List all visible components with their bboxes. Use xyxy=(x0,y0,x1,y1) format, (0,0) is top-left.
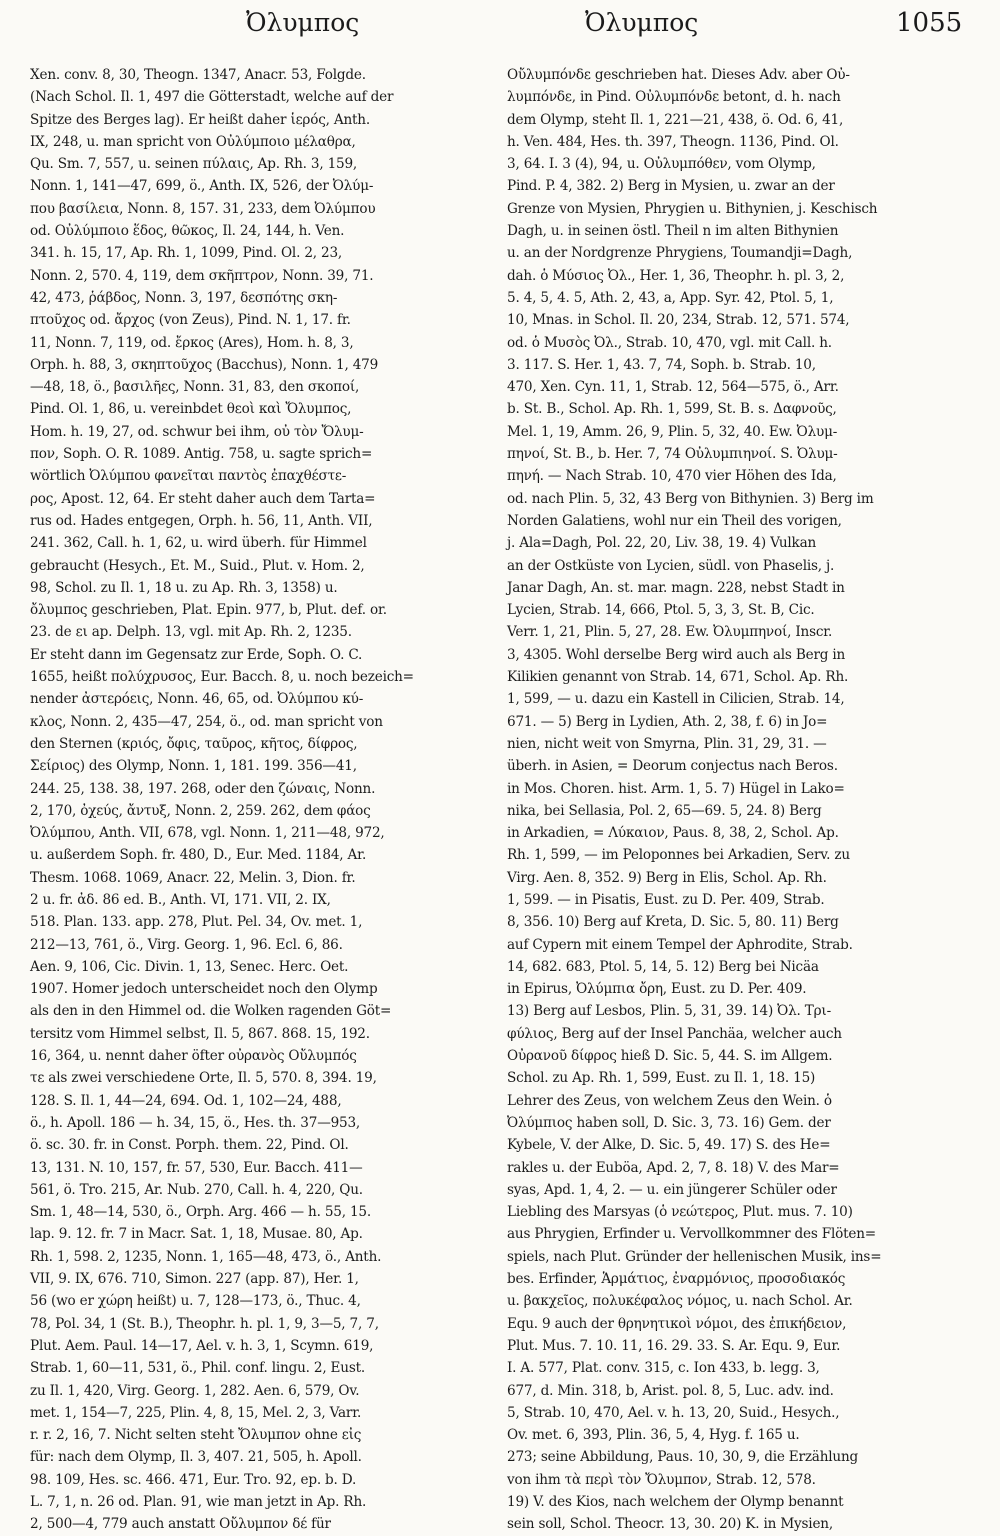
text-line: Liebling des Marsyas (ὁ νεώτερος, Plut. mus. 7. 10) xyxy=(507,1204,853,1221)
text-line: λυμπόνδε, in Pind. Οὐλυμπόνδε betont, d. h. nach xyxy=(507,89,841,106)
text-line: sein soll, Schol. Theocr. 13, 30. 20) K. in Mysien, xyxy=(507,1516,833,1533)
text-line: 42, 473, ῥάβδος, Nonn. 3, 197, δεσπότης σκη- xyxy=(30,289,338,306)
text-line: überh. in Asien, = Deorum conjectus nach Beros. xyxy=(507,758,838,775)
text-line: Lehrer des Zeus, von welchem Zeus den Wein. ὁ xyxy=(507,1092,832,1109)
text-line: Verr. 1, 21, Plin. 5, 27, 28. Ew. Ὀλυμπηνοί, Inscr. xyxy=(507,624,833,641)
text-line: Pind. Ol. 1, 86, u. vereinbdet θεοὶ καὶ Ὄλυμπος, xyxy=(30,401,352,418)
text-line: 8, 356. 10) Berg auf Kreta, D. Sic. 5, 80. 11) Berg xyxy=(507,914,839,931)
text-line: ö. sc. 30. fr. in Const. Porph. them. 22, Pind. Ol. xyxy=(30,1137,349,1154)
text-line: nender ἀστερόεις, Nonn. 46, 65, od. Ὀλύμπου κύ- xyxy=(30,691,364,708)
text-line: Pind. P. 4, 382. 2) Berg in Mysien, u. zwar an der xyxy=(507,178,835,195)
text-line: bes. Erfinder, Ἁρμάτιος, ἐναρμόνιος, προσοδιακός xyxy=(507,1271,846,1288)
text-line: gebraucht (Hesych., Et. M., Suid., Plut. v. Hom. 2, xyxy=(30,557,365,574)
text-line: 671. — 5) Berg in Lydien, Ath. 2, 38, f. 6) in Jo= xyxy=(507,713,828,730)
text-line: auf Cypern mit einem Tempel der Aphrodite, Strab. xyxy=(507,936,853,953)
text-line: πτοῦχος od. ἄρχος (von Zeus), Pind. N. 1, 17. fr. xyxy=(30,312,351,329)
text-line: πον, Soph. O. R. 1089. Antig. 758, u. sagte sprich= xyxy=(30,446,373,463)
text-line: u. außerdem Soph. fr. 480, D., Eur. Med. 1184, Ar. xyxy=(30,847,367,864)
text-line: Strab. 1, 60—11, 531, ö., Phil. conf. lingu. 2, Eust. xyxy=(30,1360,365,1377)
text-line: wörtlich Ὀλύμπου φανεῖται παντὸς ἐπαχθέστε- xyxy=(30,468,347,485)
text-line: Ὀλύμπου, Anth. VII, 678, vgl. Nonn. 1, 211—48, 972, xyxy=(30,825,385,842)
text-line: u. an der Nordgrenze Phrygiens, Toumandji=Dagh, xyxy=(507,245,853,262)
text-line: nika, bei Sellasia, Pol. 2, 65—69. 5, 24. 8) Berg xyxy=(507,802,822,819)
text-line: 341. h. 15, 17, Ap. Rh. 1, 1099, Pind. Ol. 2, 23, xyxy=(30,245,343,262)
text-line: Grenze von Mysien, Phrygien u. Bithynien, j. Keschisch xyxy=(507,200,878,217)
text-line: που βασίλεια, Nonn. 8, 157. 31, 233, dem Ὀλύμπου xyxy=(30,200,376,217)
text-line: rus od. Hades entgegen, Orph. h. 56, 11, Anth. VII, xyxy=(30,512,373,529)
text-line: in Mos. Choren. hist. Arm. 1, 5. 7) Hügel in Lako= xyxy=(507,780,845,797)
text-line: tersitz vom Himmel selbst, Il. 5, 867. 868. 15, 192. xyxy=(30,1025,370,1042)
text-line: Plut. Aem. Paul. 14—17, Ael. v. h. 3, 1, Scymn. 619, xyxy=(30,1337,374,1354)
text-line: 273; seine Abbildung, Paus. 10, 30, 9, die Erzählung xyxy=(507,1449,859,1466)
text-line: Plut. Mus. 7. 10. 11, 16. 29. 33. S. Ar. Equ. 9, Eur. xyxy=(507,1337,841,1354)
running-head-left: Ὀλυμπος xyxy=(246,8,360,37)
text-line: 56 (wo er χώρη heißt) u. 7, 128—173, ö., Thuc. 4, xyxy=(30,1293,361,1310)
text-line: 5, Strab. 10, 470, Ael. v. h. 13, 20, Suid., Hesych., xyxy=(507,1404,840,1421)
text-line: Nonn. 2, 570. 4, 119, dem σκῆπτρον, Nonn. 39, 71. xyxy=(30,267,374,284)
text-line: von ihm τὰ περὶ τὸν Ὄλυμπον, Strab. 12, 578. xyxy=(507,1471,816,1488)
text-line: L. 7, 1, n. 26 od. Plan. 91, wie man jetzt in Ap. Rh. xyxy=(30,1494,367,1510)
text-line: Kybele, V. der Alke, D. Sic. 5, 49. 17) S. des He= xyxy=(507,1137,831,1154)
text-line: rakles u. der Euböa, Apd. 2, 7, 8. 18) V. des Mar= xyxy=(507,1159,840,1176)
text-line: πηνή. — Nach Strab. 10, 470 vier Höhen des Ida, xyxy=(507,468,837,485)
text-line: 2, 500—4, 779 auch anstatt Οὔλυμπον δέ für xyxy=(30,1516,331,1533)
text-line: 23. de ει ap. Delph. 13, vgl. mit Ap. Rh. 2, 1235. xyxy=(30,624,352,641)
text-line: od. Οὐλύμποιο ἕδος, θῶκος, Il. 24, 144, h. Ven. xyxy=(30,223,345,240)
text-line: κλος, Nonn. 2, 435—47, 254, ö., od. man spricht von xyxy=(30,713,383,730)
running-head-center: Ὀλυμπος xyxy=(585,8,699,37)
text-line: VII, 9. IX, 676. 710, Simon. 227 (app. 87), Her. 1, xyxy=(30,1271,359,1288)
text-line: u. βακχεῖος, πολυκέφαλος νόμος, u. nach Schol. Ar. xyxy=(507,1293,853,1310)
text-line: nien, nicht weit von Smyrna, Plin. 31, 29, 31. — xyxy=(507,735,827,752)
text-line: 13, 131. N. 10, 157, fr. 57, 530, Eur. Bacch. 411— xyxy=(30,1159,363,1176)
text-line: aus Phrygien, Erfinder u. Vervollkommner des Flöten= xyxy=(507,1226,876,1243)
text-line: 16, 364, u. nennt daher öfter οὐρανὸς Οὔλυμπός xyxy=(30,1048,357,1065)
text-line: τε als zwei verschiedene Orte, Il. 5, 570. 8, 394. 19, xyxy=(30,1070,377,1087)
text-line: h. Ven. 484, Hes. th. 397, Theogn. 1136, Pind. Ol. xyxy=(507,133,839,150)
text-line: Orph. h. 88, 3, σκηπτοῦχος (Bacchus), Nonn. 1, 479 xyxy=(30,356,379,373)
text-line: Norden Galatiens, wohl nur ein Theil des vorigen, xyxy=(507,512,842,529)
text-line: 1907. Homer jedoch unterscheidet noch den Olymp xyxy=(30,981,378,998)
text-line: 3. 117. S. Her. 1, 43. 7, 74, Soph. b. Strab. 10, xyxy=(507,356,816,373)
text-line: Οὐρανοῦ δίφρος hieß D. Sic. 5, 44. S. im Allgem. xyxy=(507,1048,833,1065)
text-line: Virg. Aen. 8, 352. 9) Berg in Elis, Schol. Ap. Rh. xyxy=(507,869,827,886)
text-line: für: nach dem Olymp, Il. 3, 407. 21, 505, h. Apoll. xyxy=(30,1449,362,1466)
text-line: I. A. 577, Plat. conv. 315, c. Ion 433, b. legg. 3, xyxy=(507,1360,820,1377)
text-line: Lycien, Strab. 14, 666, Ptol. 5, 3, 3, St. B, Cic. xyxy=(507,602,815,619)
text-line: Equ. 9 auch der θρηνητικοὶ νόμοι, des ἐπικήδειον, xyxy=(507,1315,847,1332)
text-line: 3, 4305. Wohl derselbe Berg wird auch als Berg in xyxy=(507,646,846,663)
text-line: Rh. 1, 598. 2, 1235, Nonn. 1, 165—48, 473, ö., Anth. xyxy=(30,1248,382,1265)
text-line: 241. 362, Call. h. 1, 62, u. wird überh. für Himmel xyxy=(30,535,367,552)
text-line: 78, Pol. 34, 1 (St. B.), Theophr. h. pl. 1, 9, 3—5, 7, 7, xyxy=(30,1315,379,1332)
text-line: an der Ostküste von Lycien, südl. von Phaselis, j. xyxy=(507,557,835,574)
text-line: Dagh, u. in seinen östl. Theil n im alten Bithynien xyxy=(507,223,839,240)
text-line: 5. 4, 5, 4. 5, Ath. 2, 43, a, App. Syr. 42, Ptol. 5, 1, xyxy=(507,289,834,306)
text-line: 128. S. Il. 1, 44—24, 694. Od. 1, 102—24, 488, xyxy=(30,1092,342,1109)
text-line: 1, 599, — u. dazu ein Kastell in Cilicien, Strab. 14, xyxy=(507,691,845,708)
text-line: φύλιος, Berg auf der Insel Panchäa, welcher auch xyxy=(507,1025,842,1042)
text-line: syas, Apd. 1, 4, 2. — u. ein jüngerer Schüler oder xyxy=(507,1181,837,1198)
text-line: ö., h. Apoll. 186 — h. 34, 15, ö., Hes. th. 37—953, xyxy=(30,1114,361,1131)
text-line: dah. ὁ Μύσιος Ὀλ., Her. 1, 36, Theophr. h. pl. 3, 2, xyxy=(507,267,845,284)
text-line: 1655, heißt πολύχρυσος, Eur. Bacch. 8, u. noch bezeich= xyxy=(30,669,414,686)
text-line: Nonn. 1, 141—47, 699, ö., Anth. IX, 526, der Ὀλύμ- xyxy=(30,178,374,195)
text-line: b. St. B., Schol. Ap. Rh. 1, 599, St. B. s. Δαφνοῦς, xyxy=(507,401,837,418)
text-line: Hom. h. 19, 27, od. schwur bei ihm, οὐ τὸν Ὄλυμ- xyxy=(30,423,364,440)
text-line: 13) Berg auf Lesbos, Plin. 5, 31, 39. 14) Ὀλ. Τρι- xyxy=(507,1003,831,1020)
text-line: met. 1, 154—7, 225, Plin. 4, 8, 15, Mel. 2, 3, Varr. xyxy=(30,1404,362,1421)
text-line: od. ὁ Μυσὸς Ὀλ., Strab. 10, 470, vgl. mit Call. h. xyxy=(507,334,832,351)
text-line: zu Il. 1, 420, Virg. Georg. 1, 282. Aen. 6, 579, Ov. xyxy=(30,1382,360,1399)
text-line: ρος, Apost. 12, 64. Er steht daher auch dem Tarta= xyxy=(30,490,376,507)
text-line: 561, ö. Tro. 215, Ar. Nub. 270, Call. h. 4, 220, Qu. xyxy=(30,1181,363,1198)
text-line: 10, Mnas. in Schol. Il. 20, 234, Strab. 12, 571. 574, xyxy=(507,312,850,329)
text-line: Thesm. 1068. 1069, Anacr. 22, Melin. 3, Dion. fr. xyxy=(30,869,356,886)
text-line: IX, 248, u. man spricht von Οὐλύμποιο μέλαθρα, xyxy=(30,133,356,150)
text-line: —48, 18, ö., βασιλῆες, Nonn. 31, 83, den σκοποί, xyxy=(30,379,360,396)
text-line: 98. 109, Hes. sc. 466. 471, Eur. Tro. 92, ep. b. D. xyxy=(30,1471,357,1488)
text-line: Er steht dann im Gegensatz zur Erde, Soph. O. C. xyxy=(30,646,363,663)
text-line: Οὔλυμπόνδε geschrieben hat. Dieses Adv. aber Οὐ- xyxy=(507,67,850,83)
page-number: 1055 xyxy=(896,8,963,38)
text-line: Janar Dagh, An. st. mar. magn. 228, nebst Stadt in xyxy=(507,579,845,596)
text-line: 1, 599. — in Pisatis, Eust. zu D. Per. 409, Strab. xyxy=(507,891,825,908)
text-line: lap. 9. 12. fr. 7 in Macr. Sat. 1, 18, Musae. 80, Ap. xyxy=(30,1226,363,1243)
text-line: spiels, nach Plut. Gründer der hellenischen Musik, ins= xyxy=(507,1248,882,1265)
text-line: Kilikien genannt von Strab. 14, 671, Schol. Ap. Rh. xyxy=(507,669,849,686)
text-line: als den in den Himmel od. die Wolken ragenden Göt= xyxy=(30,1003,392,1020)
text-line: 19) V. des Kios, nach welchem der Olymp benannt xyxy=(507,1494,844,1510)
text-line: Ὀλύμπιος haben soll, D. Sic. 3, 73. 16) Gem. der xyxy=(507,1114,831,1131)
text-line: Σείριος) des Olymp, Nonn. 1, 181. 199. 356—41, xyxy=(30,758,357,775)
text-column-left xyxy=(30,64,487,1533)
text-line: j. Ala=Dagh, Pol. 22, 20, Liv. 38, 19. 4) Vulkan xyxy=(507,535,817,552)
text-line: πηνοί, St. B., b. Her. 7, 74 Οὐλυμπιηνοί. S. Ὀλυμ- xyxy=(507,446,838,463)
text-line: Aen. 9, 106, Cic. Divin. 1, 13, Senec. Herc. Oet. xyxy=(30,958,349,975)
text-line: 98, Schol. zu Il. 1, 18 u. zu Ap. Rh. 3, 1358) u. xyxy=(30,579,338,596)
text-line: Mel. 1, 19, Amm. 26, 9, Plin. 5, 32, 40. Ew. Ὀλυμ- xyxy=(507,423,838,440)
text-line: dem Olymp, steht Il. 1, 221—21, 438, ö. Od. 6, 41, xyxy=(507,111,844,128)
text-line: Rh. 1, 599, — im Peloponnes bei Arkadien, Serv. zu xyxy=(507,847,850,864)
text-line: Schol. zu Ap. Rh. 1, 599, Eust. zu Il. 1, 18. 15) xyxy=(507,1070,816,1087)
text-line: Spitze des Berges lag). Er heißt daher ἱερός, Anth. xyxy=(30,111,370,128)
text-line: 677, d. Min. 318, b, Arist. pol. 8, 5, Luc. adv. ind. xyxy=(507,1382,834,1399)
text-line: 3, 64. I. 3 (4), 94, u. Οὐλυμπόθεν, vom Olymp, xyxy=(507,156,816,173)
text-line: od. nach Plin. 5, 32, 43 Berg von Bithynien. 3) Berg im xyxy=(507,490,874,507)
text-line: r. r. 2, 16, 7. Nicht selten steht Ὄλυμπον ohne εἰς xyxy=(30,1427,362,1444)
text-line: 212—13, 761, ö., Virg. Georg. 1, 96. Ecl. 6, 86. xyxy=(30,936,343,953)
text-line: ὄλυμπος geschrieben, Plat. Epin. 977, b, Plut. def. or. xyxy=(30,602,387,619)
text-line: in Arkadien, = Λύκαιον, Paus. 8, 38, 2, Schol. Ap. xyxy=(507,825,839,842)
text-line: 244. 25, 138. 38, 197. 268, oder den ζώναις, Nonn. xyxy=(30,780,376,797)
text-line: Sm. 1, 48—14, 530, ö., Orph. Arg. 466 — h. 55, 15. xyxy=(30,1204,372,1221)
text-line: (Nach Schol. Il. 1, 497 die Götterstadt, welche auf der xyxy=(30,89,394,106)
text-column-right xyxy=(507,64,967,1533)
text-line: Qu. Sm. 7, 557, u. seinen πύλαις, Ap. Rh. 3, 159, xyxy=(30,156,358,173)
text-line: 518. Plan. 133. app. 278, Plut. Pel. 34, Ov. met. 1, xyxy=(30,914,363,931)
text-line: 2 u. fr. ἀδ. 86 ed. B., Anth. VI, 171. VII, 2. IX, xyxy=(30,891,331,908)
text-line: 14, 682. 683, Ptol. 5, 14, 5. 12) Berg bei Nicäa xyxy=(507,958,819,975)
text-line: Ov. met. 6, 393, Plin. 36, 5, 4, Hyg. f. 165 u. xyxy=(507,1427,800,1444)
text-line: in Epirus, Ὀλύμπια ὄρη, Eust. zu D. Per. 409. xyxy=(507,981,807,998)
text-line: Xen. conv. 8, 30, Theogn. 1347, Anacr. 53, Folgde. xyxy=(30,67,366,83)
text-line: den Sternen (κριός, ὄφις, ταῦρος, κῆτος, δίφρος, xyxy=(30,735,358,752)
text-line: 470, Xen. Cyn. 11, 1, Strab. 12, 564—575, ö., Arr. xyxy=(507,379,839,396)
text-line: 2, 170, ὀχεύς, ἄντυξ, Nonn. 2, 259. 262, dem φάος xyxy=(30,802,371,819)
text-line: 11, Nonn. 7, 119, od. ἔρκος (Ares), Hom. h. 8, 3, xyxy=(30,334,354,351)
